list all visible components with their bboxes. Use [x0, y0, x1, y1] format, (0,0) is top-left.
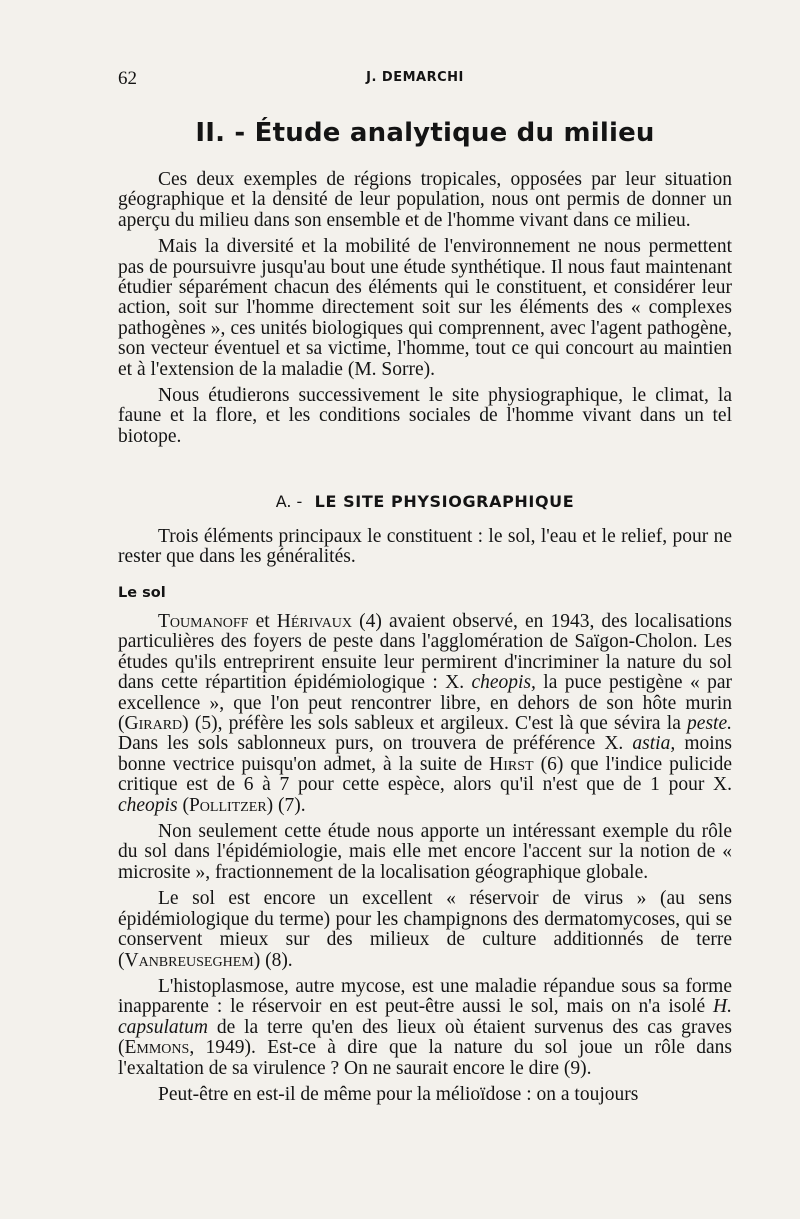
- sol-text: [118, 612, 732, 1105]
- paragraph: Nous étudierons successivement le site physiographique, le climat, la faune et la flore, et les conditions sociales de l'homme vivant dans un tel biotope.: [118, 385, 732, 447]
- paragraph: L'histoplasmose, autre mycose, est une maladie répandue sous sa forme inapparente : le réservoir en est peut-être aussi le sol, mais on n'a isolé H. capsulatum de la terre qu'en des lieux où étaient survenus des cas graves (Emmons, 1949). Est-ce à dire que la nature du sol joue un rôle dans l'exaltation de sa virulence ? On ne saurait encore le dire (9).: [118, 975, 732, 1079]
- minor-heading: Le sol: [118, 585, 166, 601]
- subsection-intro: [118, 527, 732, 568]
- running-head: J. DEMARCHI: [366, 70, 464, 85]
- paragraph: Ces deux exemples de régions tropicales, opposées par leur situation géographique et la densité de leur population, nous ont permis de donner un aperçu du milieu dans son ensemble et de l'homme vivant dans ce milieu.: [118, 169, 732, 231]
- intro-text: [118, 170, 732, 447]
- paragraph: Le sol est encore un excellent « réservoir de virus » (au sens épidémiologique du terme) pour les champignons des dermatomycoses, qui se conservent mieux sur des milieux de culture additionnés de terre (Vanbreuseghem) (8).: [118, 888, 732, 971]
- paragraph: Toumanoff et Hérivaux (4) avaient observé, en 1943, des localisations particulières des foyers de peste dans l'agglomération de Saïgon-Cholon. Les études qu'ils entreprirent ensuite leur permirent d'incriminer la nature du sol dans cette répartition épidémiologique : X. cheopis, la puce pestigène « par excellence », que l'on peut rencontrer libre, en dehors de son hôte murin (Girard) (5), préfère les sols sableux et argileux. C'est là que sévira la peste. Dans les sols sablonneux purs, on trouvera de préférence X. astia, moins bonne vectrice puisqu'on admet, à la suite de Hirst (6) que l'indice pulicide critique est de 6 à 7 pour cette espèce, alors qu'il n'est que de 1 pour X. cheopis (Pollitzer) (7).: [118, 611, 732, 816]
- page-number: 62: [118, 68, 137, 89]
- paragraph: Trois éléments principaux le constituent : le sol, l'eau et le relief, pour ne rester que dans les généralités.: [118, 526, 732, 568]
- paragraph: Non seulement cette étude nous apporte un intéressant exemple du rôle du sol dans l'épidémiologie, mais elle met encore l'accent sur la notion de « microsite », fractionnement de la localisation géographique globale.: [118, 821, 732, 883]
- section-title: II. - Étude analytique du milieu: [195, 118, 655, 148]
- subsection-title: A. - LE SITE PHYSIOGRAPHIQUE: [275, 492, 575, 511]
- paragraph: Peut-être en est-il de même pour la mélioïdose : on a toujours: [158, 1083, 639, 1105]
- page-header: [118, 62, 732, 92]
- paragraph: Mais la diversité et la mobilité de l'environnement ne nous permettent pas de poursuivre jusqu'au bout une étude synthétique. Il nous faut maintenant étudier séparément chacun des éléments qui le constituent, et considérer leur action, soit sur l'homme directement soit sur les éléments des « complexes pathogènes », ces unités biologiques qui comprennent, avec l'agent pathogène, son vecteur éventuel et sa victime, l'homme, tout ce qui concourt au maintien et à l'extension de la maladie (M. Sorre).: [118, 236, 732, 380]
